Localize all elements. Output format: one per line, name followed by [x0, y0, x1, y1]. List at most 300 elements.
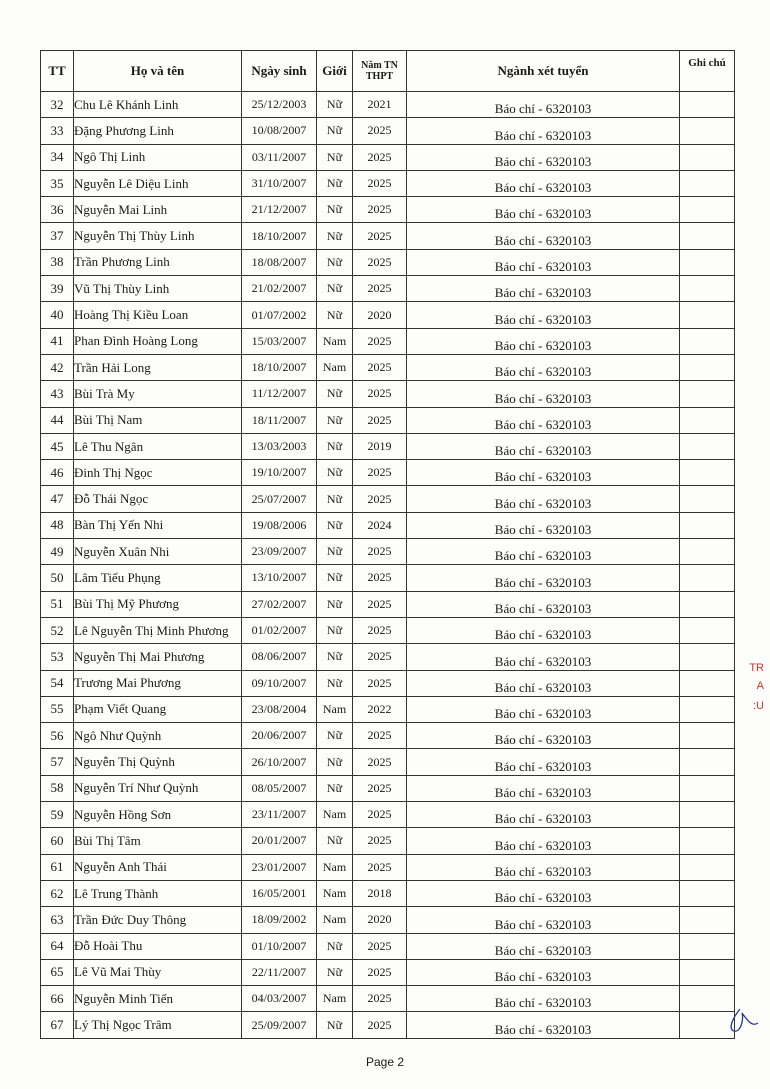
- header-name: Họ và tên: [74, 51, 242, 92]
- birth-date-cell: 25/07/2007: [242, 486, 317, 512]
- major-cell: Báo chí - 6320103: [407, 907, 680, 933]
- major-cell: Báo chí - 6320103: [407, 802, 680, 828]
- gender-cell: Nữ: [317, 276, 353, 302]
- gender-cell: Nam: [317, 880, 353, 906]
- candidate-name-cell: Nguyễn Lê Diệu Linh: [74, 170, 242, 196]
- row-number-cell: 33: [41, 118, 74, 144]
- candidate-name-cell: Nguyễn Minh Tiến: [74, 986, 242, 1012]
- graduation-year-cell: 2025: [353, 249, 407, 275]
- signature-mark: [722, 1005, 762, 1035]
- graduation-year-cell: 2025: [353, 144, 407, 170]
- birth-date-cell: 08/06/2007: [242, 644, 317, 670]
- table-row: [41, 381, 735, 407]
- table-row: [41, 354, 735, 380]
- graduation-year-cell: 2024: [353, 512, 407, 538]
- row-number-cell: 46: [41, 460, 74, 486]
- note-cell: [680, 828, 735, 854]
- major-cell: Báo chí - 6320103: [407, 539, 680, 565]
- candidate-name-cell: Nguyễn Thị Quỳnh: [74, 749, 242, 775]
- major-cell: Báo chí - 6320103: [407, 749, 680, 775]
- gender-cell: Nữ: [317, 512, 353, 538]
- candidate-name-cell: Đinh Thị Ngọc: [74, 460, 242, 486]
- table-row: [41, 407, 735, 433]
- gender-cell: Nữ: [317, 144, 353, 170]
- row-number-cell: 67: [41, 1012, 74, 1038]
- major-cell: Báo chí - 6320103: [407, 144, 680, 170]
- graduation-year-cell: 2025: [353, 328, 407, 354]
- table-row: [41, 565, 735, 591]
- note-cell: [680, 197, 735, 223]
- note-cell: [680, 907, 735, 933]
- major-cell: Báo chí - 6320103: [407, 276, 680, 302]
- graduation-year-cell: 2025: [353, 170, 407, 196]
- candidate-name-cell: Lê Nguyễn Thị Minh Phương: [74, 617, 242, 643]
- graduation-year-cell: 2025: [353, 986, 407, 1012]
- major-cell: Báo chí - 6320103: [407, 381, 680, 407]
- graduation-year-cell: 2025: [353, 197, 407, 223]
- table-row: [41, 749, 735, 775]
- birth-date-cell: 09/10/2007: [242, 670, 317, 696]
- gender-cell: Nữ: [317, 565, 353, 591]
- graduation-year-cell: 2021: [353, 92, 407, 118]
- row-number-cell: 38: [41, 249, 74, 275]
- gender-cell: Nữ: [317, 302, 353, 328]
- table-row: [41, 696, 735, 722]
- row-number-cell: 62: [41, 880, 74, 906]
- graduation-year-cell: 2025: [353, 644, 407, 670]
- note-cell: [680, 460, 735, 486]
- row-number-cell: 59: [41, 802, 74, 828]
- note-cell: [680, 670, 735, 696]
- header-tt: TT: [41, 51, 74, 92]
- row-number-cell: 52: [41, 617, 74, 643]
- major-cell: Báo chí - 6320103: [407, 512, 680, 538]
- note-cell: [680, 486, 735, 512]
- gender-cell: Nam: [317, 986, 353, 1012]
- birth-date-cell: 22/11/2007: [242, 959, 317, 985]
- note-cell: [680, 802, 735, 828]
- candidate-name-cell: Đỗ Hoài Thu: [74, 933, 242, 959]
- table-row: [41, 118, 735, 144]
- note-cell: [680, 644, 735, 670]
- major-cell: Báo chí - 6320103: [407, 433, 680, 459]
- row-number-cell: 36: [41, 197, 74, 223]
- table-row: [41, 670, 735, 696]
- row-number-cell: 56: [41, 723, 74, 749]
- row-number-cell: 63: [41, 907, 74, 933]
- note-cell: [680, 170, 735, 196]
- row-number-cell: 44: [41, 407, 74, 433]
- candidate-name-cell: Trần Phương Linh: [74, 249, 242, 275]
- graduation-year-cell: 2025: [353, 933, 407, 959]
- candidate-name-cell: Trần Đức Duy Thông: [74, 907, 242, 933]
- header-dob: Ngày sinh: [242, 51, 317, 92]
- note-cell: [680, 880, 735, 906]
- major-cell: Báo chí - 6320103: [407, 959, 680, 985]
- note-cell: [680, 696, 735, 722]
- graduation-year-cell: 2025: [353, 354, 407, 380]
- table-header-row: [41, 51, 735, 92]
- birth-date-cell: 19/08/2006: [242, 512, 317, 538]
- table-row: [41, 723, 735, 749]
- note-cell: [680, 617, 735, 643]
- row-number-cell: 54: [41, 670, 74, 696]
- major-cell: Báo chí - 6320103: [407, 197, 680, 223]
- candidate-name-cell: Lê Thu Ngân: [74, 433, 242, 459]
- note-cell: [680, 854, 735, 880]
- table-row: [41, 276, 735, 302]
- row-number-cell: 61: [41, 854, 74, 880]
- gender-cell: Nữ: [317, 959, 353, 985]
- header-sex: Giới: [317, 51, 353, 92]
- gender-cell: Nữ: [317, 591, 353, 617]
- table-row: [41, 486, 735, 512]
- table-row: [41, 433, 735, 459]
- gender-cell: Nữ: [317, 197, 353, 223]
- gender-cell: Nữ: [317, 249, 353, 275]
- table-row: [41, 1012, 735, 1038]
- note-cell: [680, 302, 735, 328]
- candidate-name-cell: Lê Vũ Mai Thùy: [74, 959, 242, 985]
- candidate-name-cell: Lâm Tiểu Phụng: [74, 565, 242, 591]
- graduation-year-cell: 2025: [353, 617, 407, 643]
- table-row: [41, 144, 735, 170]
- table-row: [41, 591, 735, 617]
- candidate-name-cell: Ngô Thị Linh: [74, 144, 242, 170]
- candidate-name-cell: Trương Mai Phương: [74, 670, 242, 696]
- major-cell: Báo chí - 6320103: [407, 696, 680, 722]
- row-number-cell: 34: [41, 144, 74, 170]
- margin-stamp-line: :U: [753, 700, 764, 712]
- row-number-cell: 32: [41, 92, 74, 118]
- table-row: [41, 775, 735, 801]
- row-number-cell: 60: [41, 828, 74, 854]
- header-major: Ngành xét tuyển: [407, 51, 680, 92]
- table-row: [41, 197, 735, 223]
- major-cell: Báo chí - 6320103: [407, 92, 680, 118]
- birth-date-cell: 13/10/2007: [242, 565, 317, 591]
- graduation-year-cell: 2020: [353, 907, 407, 933]
- table-row: [41, 828, 735, 854]
- note-cell: [680, 223, 735, 249]
- birth-date-cell: 26/10/2007: [242, 749, 317, 775]
- table-row: [41, 302, 735, 328]
- candidate-name-cell: Nguyễn Trí Như Quỳnh: [74, 775, 242, 801]
- row-number-cell: 53: [41, 644, 74, 670]
- major-cell: Báo chí - 6320103: [407, 986, 680, 1012]
- birth-date-cell: 27/02/2007: [242, 591, 317, 617]
- candidate-name-cell: Phạm Viết Quang: [74, 696, 242, 722]
- header-grad-year: Năm TN THPT: [353, 51, 407, 92]
- gender-cell: Nữ: [317, 433, 353, 459]
- major-cell: Báo chí - 6320103: [407, 723, 680, 749]
- graduation-year-cell: 2025: [353, 460, 407, 486]
- row-number-cell: 40: [41, 302, 74, 328]
- major-cell: Báo chí - 6320103: [407, 223, 680, 249]
- graduation-year-cell: 2025: [353, 118, 407, 144]
- note-cell: [680, 512, 735, 538]
- graduation-year-cell: 2025: [353, 959, 407, 985]
- candidate-name-cell: Nguyễn Thị Mai Phương: [74, 644, 242, 670]
- graduation-year-cell: 2025: [353, 539, 407, 565]
- candidate-name-cell: Lê Trung Thành: [74, 880, 242, 906]
- birth-date-cell: 04/03/2007: [242, 986, 317, 1012]
- gender-cell: Nữ: [317, 644, 353, 670]
- table-row: [41, 644, 735, 670]
- major-cell: Báo chí - 6320103: [407, 617, 680, 643]
- birth-date-cell: 23/08/2004: [242, 696, 317, 722]
- birth-date-cell: 23/11/2007: [242, 802, 317, 828]
- major-cell: Báo chí - 6320103: [407, 118, 680, 144]
- birth-date-cell: 18/10/2007: [242, 223, 317, 249]
- birth-date-cell: 25/12/2003: [242, 92, 317, 118]
- major-cell: Báo chí - 6320103: [407, 249, 680, 275]
- table-row: [41, 512, 735, 538]
- gender-cell: Nữ: [317, 539, 353, 565]
- birth-date-cell: 18/09/2002: [242, 907, 317, 933]
- birth-date-cell: 18/08/2007: [242, 249, 317, 275]
- candidate-name-cell: Nguyễn Hồng Sơn: [74, 802, 242, 828]
- row-number-cell: 47: [41, 486, 74, 512]
- note-cell: [680, 354, 735, 380]
- graduation-year-cell: 2025: [353, 407, 407, 433]
- gender-cell: Nữ: [317, 407, 353, 433]
- candidate-name-cell: Ngô Như Quỳnh: [74, 723, 242, 749]
- note-cell: [680, 92, 735, 118]
- major-cell: Báo chí - 6320103: [407, 775, 680, 801]
- major-cell: Báo chí - 6320103: [407, 1012, 680, 1038]
- major-cell: Báo chí - 6320103: [407, 486, 680, 512]
- birth-date-cell: 01/07/2002: [242, 302, 317, 328]
- candidate-name-cell: Bùi Thị Tâm: [74, 828, 242, 854]
- graduation-year-cell: 2025: [353, 223, 407, 249]
- candidate-name-cell: Bùi Thị Mỹ Phương: [74, 591, 242, 617]
- candidate-name-cell: Bùi Thị Nam: [74, 407, 242, 433]
- note-cell: [680, 407, 735, 433]
- birth-date-cell: 18/10/2007: [242, 354, 317, 380]
- major-cell: Báo chí - 6320103: [407, 880, 680, 906]
- candidate-name-cell: Chu Lê Khánh Linh: [74, 92, 242, 118]
- graduation-year-cell: 2025: [353, 775, 407, 801]
- birth-date-cell: 10/08/2007: [242, 118, 317, 144]
- table-row: [41, 802, 735, 828]
- table-row: [41, 92, 735, 118]
- note-cell: [680, 433, 735, 459]
- row-number-cell: 50: [41, 565, 74, 591]
- graduation-year-cell: 2020: [353, 302, 407, 328]
- row-number-cell: 51: [41, 591, 74, 617]
- major-cell: Báo chí - 6320103: [407, 460, 680, 486]
- birth-date-cell: 01/10/2007: [242, 933, 317, 959]
- gender-cell: Nữ: [317, 223, 353, 249]
- table-row: [41, 986, 735, 1012]
- birth-date-cell: 13/03/2003: [242, 433, 317, 459]
- gender-cell: Nữ: [317, 828, 353, 854]
- row-number-cell: 66: [41, 986, 74, 1012]
- gender-cell: Nam: [317, 354, 353, 380]
- major-cell: Báo chí - 6320103: [407, 565, 680, 591]
- graduation-year-cell: 2018: [353, 880, 407, 906]
- graduation-year-cell: 2022: [353, 696, 407, 722]
- table-row: [41, 170, 735, 196]
- gender-cell: Nữ: [317, 381, 353, 407]
- row-number-cell: 37: [41, 223, 74, 249]
- row-number-cell: 42: [41, 354, 74, 380]
- page-number: Page 2: [365, 1055, 405, 1069]
- gender-cell: Nữ: [317, 775, 353, 801]
- row-number-cell: 65: [41, 959, 74, 985]
- margin-stamp-line: A: [756, 680, 764, 692]
- major-cell: Báo chí - 6320103: [407, 354, 680, 380]
- major-cell: Báo chí - 6320103: [407, 591, 680, 617]
- table-row: [41, 854, 735, 880]
- birth-date-cell: 31/10/2007: [242, 170, 317, 196]
- candidate-name-cell: Nguyễn Xuân Nhi: [74, 539, 242, 565]
- graduation-year-cell: 2025: [353, 854, 407, 880]
- note-cell: [680, 565, 735, 591]
- graduation-year-cell: 2025: [353, 828, 407, 854]
- candidate-name-cell: Trần Hải Long: [74, 354, 242, 380]
- row-number-cell: 39: [41, 276, 74, 302]
- birth-date-cell: 21/12/2007: [242, 197, 317, 223]
- gender-cell: Nữ: [317, 1012, 353, 1038]
- graduation-year-cell: 2025: [353, 670, 407, 696]
- candidate-name-cell: Bàn Thị Yến Nhi: [74, 512, 242, 538]
- gender-cell: Nam: [317, 696, 353, 722]
- margin-stamp-line: TR: [749, 662, 764, 674]
- row-number-cell: 57: [41, 749, 74, 775]
- row-number-cell: 35: [41, 170, 74, 196]
- graduation-year-cell: 2019: [353, 433, 407, 459]
- gender-cell: Nam: [317, 907, 353, 933]
- note-cell: [680, 539, 735, 565]
- note-cell: [680, 591, 735, 617]
- note-cell: [680, 933, 735, 959]
- gender-cell: Nam: [317, 328, 353, 354]
- graduation-year-cell: 2025: [353, 802, 407, 828]
- birth-date-cell: 18/11/2007: [242, 407, 317, 433]
- candidate-name-cell: Đỗ Thái Ngọc: [74, 486, 242, 512]
- gender-cell: Nữ: [317, 670, 353, 696]
- candidate-name-cell: Phan Đình Hoàng Long: [74, 328, 242, 354]
- major-cell: Báo chí - 6320103: [407, 828, 680, 854]
- major-cell: Báo chí - 6320103: [407, 933, 680, 959]
- note-cell: [680, 723, 735, 749]
- gender-cell: Nữ: [317, 170, 353, 196]
- graduation-year-cell: 2025: [353, 723, 407, 749]
- graduation-year-cell: 2025: [353, 486, 407, 512]
- table-row: [41, 880, 735, 906]
- birth-date-cell: 25/09/2007: [242, 1012, 317, 1038]
- major-cell: Báo chí - 6320103: [407, 407, 680, 433]
- note-cell: [680, 775, 735, 801]
- gender-cell: Nữ: [317, 486, 353, 512]
- candidate-name-cell: Vũ Thị Thùy Linh: [74, 276, 242, 302]
- graduation-year-cell: 2025: [353, 749, 407, 775]
- candidate-table: [40, 50, 735, 1039]
- header-note: Ghi chú: [680, 51, 735, 92]
- row-number-cell: 49: [41, 539, 74, 565]
- major-cell: Báo chí - 6320103: [407, 854, 680, 880]
- gender-cell: Nữ: [317, 460, 353, 486]
- note-cell: [680, 249, 735, 275]
- table-row: [41, 249, 735, 275]
- birth-date-cell: 01/02/2007: [242, 617, 317, 643]
- gender-cell: Nữ: [317, 92, 353, 118]
- note-cell: [680, 276, 735, 302]
- major-cell: Báo chí - 6320103: [407, 302, 680, 328]
- gender-cell: Nữ: [317, 749, 353, 775]
- birth-date-cell: 15/03/2007: [242, 328, 317, 354]
- note-cell: [680, 381, 735, 407]
- candidate-name-cell: Lý Thị Ngọc Trâm: [74, 1012, 242, 1038]
- table-row: [41, 959, 735, 985]
- gender-cell: Nữ: [317, 617, 353, 643]
- table-row: [41, 539, 735, 565]
- graduation-year-cell: 2025: [353, 276, 407, 302]
- row-number-cell: 64: [41, 933, 74, 959]
- candidate-name-cell: Nguyễn Anh Thái: [74, 854, 242, 880]
- table-row: [41, 933, 735, 959]
- table-row: [41, 460, 735, 486]
- table-row: [41, 617, 735, 643]
- birth-date-cell: 20/06/2007: [242, 723, 317, 749]
- birth-date-cell: 20/01/2007: [242, 828, 317, 854]
- note-cell: [680, 959, 735, 985]
- major-cell: Báo chí - 6320103: [407, 670, 680, 696]
- table-row: [41, 223, 735, 249]
- note-cell: [680, 749, 735, 775]
- row-number-cell: 45: [41, 433, 74, 459]
- gender-cell: Nữ: [317, 933, 353, 959]
- birth-date-cell: 08/05/2007: [242, 775, 317, 801]
- candidate-name-cell: Bùi Trà My: [74, 381, 242, 407]
- birth-date-cell: 03/11/2007: [242, 144, 317, 170]
- row-number-cell: 43: [41, 381, 74, 407]
- candidate-name-cell: Hoàng Thị Kiều Loan: [74, 302, 242, 328]
- graduation-year-cell: 2025: [353, 591, 407, 617]
- note-cell: [680, 144, 735, 170]
- candidate-name-cell: Đặng Phương Linh: [74, 118, 242, 144]
- row-number-cell: 41: [41, 328, 74, 354]
- candidate-name-cell: Nguyễn Thị Thùy Linh: [74, 223, 242, 249]
- row-number-cell: 48: [41, 512, 74, 538]
- gender-cell: Nữ: [317, 723, 353, 749]
- note-cell: [680, 118, 735, 144]
- birth-date-cell: 21/02/2007: [242, 276, 317, 302]
- table-row: [41, 328, 735, 354]
- row-number-cell: 58: [41, 775, 74, 801]
- major-cell: Báo chí - 6320103: [407, 644, 680, 670]
- birth-date-cell: 19/10/2007: [242, 460, 317, 486]
- major-cell: Báo chí - 6320103: [407, 328, 680, 354]
- major-cell: Báo chí - 6320103: [407, 170, 680, 196]
- birth-date-cell: 16/05/2001: [242, 880, 317, 906]
- table-row: [41, 907, 735, 933]
- row-number-cell: 55: [41, 696, 74, 722]
- birth-date-cell: 23/01/2007: [242, 854, 317, 880]
- table-body: [41, 92, 735, 1039]
- gender-cell: Nam: [317, 854, 353, 880]
- graduation-year-cell: 2025: [353, 381, 407, 407]
- birth-date-cell: 23/09/2007: [242, 539, 317, 565]
- candidate-name-cell: Nguyễn Mai Linh: [74, 197, 242, 223]
- note-cell: [680, 328, 735, 354]
- graduation-year-cell: 2025: [353, 565, 407, 591]
- gender-cell: Nam: [317, 802, 353, 828]
- birth-date-cell: 11/12/2007: [242, 381, 317, 407]
- gender-cell: Nữ: [317, 118, 353, 144]
